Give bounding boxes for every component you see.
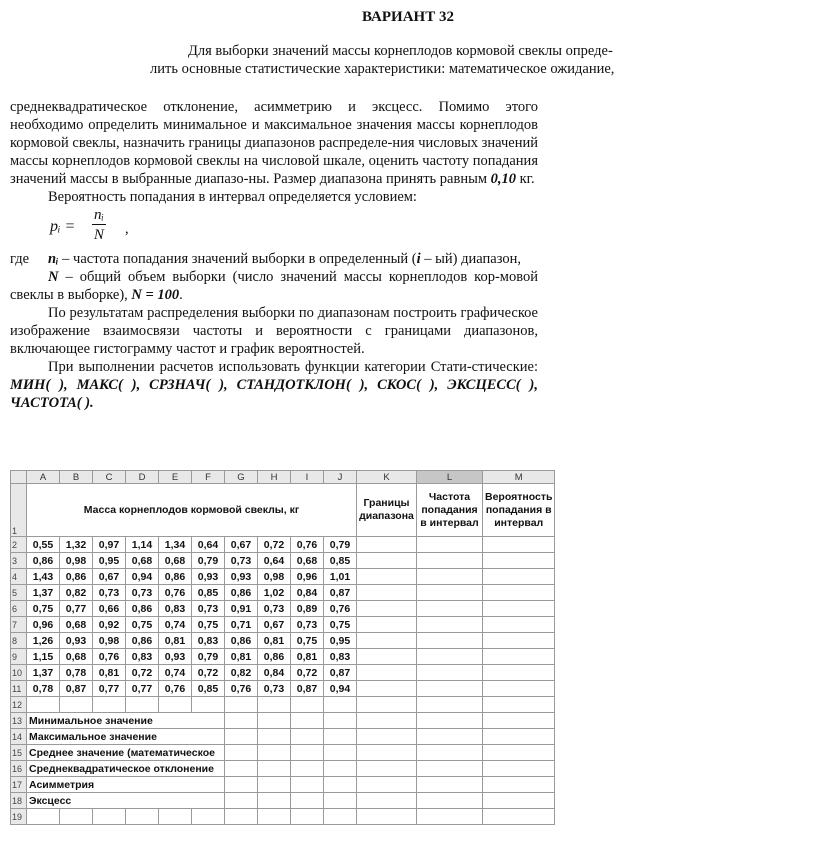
- column-header[interactable]: M: [483, 471, 555, 484]
- data-cell[interactable]: 0,78: [60, 665, 93, 681]
- data-cell[interactable]: 0,68: [159, 553, 192, 569]
- empty-cell[interactable]: [357, 617, 417, 633]
- data-cell[interactable]: 0,75: [27, 601, 60, 617]
- data-cell[interactable]: 0,86: [225, 585, 258, 601]
- empty-cell[interactable]: [324, 761, 357, 777]
- data-cell[interactable]: 0,83: [159, 601, 192, 617]
- stat-label-cell[interactable]: Среднеквадратическое отклонение: [27, 761, 225, 777]
- empty-cell[interactable]: [357, 601, 417, 617]
- stat-label-cell[interactable]: Среднее значение (математическое: [27, 745, 225, 761]
- data-cell[interactable]: 0,98: [93, 633, 126, 649]
- mass-header-cell[interactable]: Масса корнеплодов кормовой свеклы, кг: [27, 484, 357, 537]
- empty-cell[interactable]: [357, 553, 417, 569]
- empty-cell[interactable]: [357, 729, 417, 745]
- data-cell[interactable]: 0,68: [60, 649, 93, 665]
- table-row: [11, 633, 555, 649]
- data-cell[interactable]: 0,89: [291, 601, 324, 617]
- table-row: [11, 569, 555, 585]
- column-header[interactable]: I: [291, 471, 324, 484]
- data-cell[interactable]: 0,82: [60, 585, 93, 601]
- data-cell[interactable]: 0,68: [291, 553, 324, 569]
- empty-cell[interactable]: [357, 649, 417, 665]
- column-header[interactable]: C: [93, 471, 126, 484]
- empty-cell[interactable]: [291, 713, 324, 729]
- data-cell[interactable]: 0,72: [291, 665, 324, 681]
- column-header[interactable]: A: [27, 471, 60, 484]
- empty-cell[interactable]: [291, 745, 324, 761]
- data-cell[interactable]: 0,67: [93, 569, 126, 585]
- empty-cell[interactable]: [417, 697, 483, 713]
- row-header[interactable]: 14: [11, 729, 27, 745]
- range-unit: кг.: [516, 171, 535, 187]
- paragraph-characteristics-text: среднеквадратическое отклонение, асимметрию и эксцесс. Помимо этого необходимо определить минимальное и максимальное значения массы корнеплодов кормовой свеклы, назначить границы диапазонов распределе-ния числовых значений массы корнеплодов кормовой свеклы на числовой шкале, оценить частоту попадания значений массы в выбранные диапазо-ны. Размер диапазона принять равным: [10, 99, 538, 187]
- data-cell[interactable]: 0,86: [159, 569, 192, 585]
- empty-cell[interactable]: [258, 793, 291, 809]
- data-cell[interactable]: 0,74: [159, 617, 192, 633]
- empty-cell[interactable]: [417, 601, 483, 617]
- column-header[interactable]: G: [225, 471, 258, 484]
- formula-lhs: pᵢ =: [50, 218, 76, 235]
- spreadsheet: [10, 470, 555, 825]
- data-cell[interactable]: 0,77: [126, 681, 159, 697]
- data-cell[interactable]: 0,76: [291, 537, 324, 553]
- empty-cell[interactable]: [159, 697, 192, 713]
- ni-symbol: nᵢ: [48, 251, 59, 267]
- paragraph-characteristics: [10, 98, 538, 188]
- data-cell[interactable]: 0,73: [192, 601, 225, 617]
- empty-cell[interactable]: [258, 761, 291, 777]
- row-header[interactable]: 18: [11, 793, 27, 809]
- column-header-row: [11, 471, 555, 484]
- empty-cell[interactable]: [483, 633, 555, 649]
- empty-cell[interactable]: [258, 729, 291, 745]
- data-cell[interactable]: 0,73: [258, 601, 291, 617]
- data-cell[interactable]: 0,72: [126, 665, 159, 681]
- column-header[interactable]: J: [324, 471, 357, 484]
- range-size-value: 0,10: [490, 171, 517, 187]
- data-cell[interactable]: 0,85: [192, 681, 225, 697]
- task-body: [10, 98, 538, 412]
- range-bounds-header[interactable]: Границы диапазона: [357, 484, 417, 537]
- row-header[interactable]: 17: [11, 777, 27, 793]
- ni-text-2: – ый) диапазон,: [420, 251, 521, 267]
- empty-cell[interactable]: [357, 793, 417, 809]
- data-cell[interactable]: 0,92: [93, 617, 126, 633]
- empty-cell[interactable]: [417, 537, 483, 553]
- data-cell[interactable]: 1,14: [126, 537, 159, 553]
- empty-cell[interactable]: [159, 809, 192, 825]
- row-header[interactable]: 10: [11, 665, 27, 681]
- frequency-header[interactable]: Частота попадания в интервал: [417, 484, 483, 537]
- table-row: [11, 777, 555, 793]
- row-header[interactable]: 19: [11, 809, 27, 825]
- empty-cell[interactable]: [357, 585, 417, 601]
- data-cell[interactable]: 0,87: [60, 681, 93, 697]
- table-row: [11, 761, 555, 777]
- data-cell[interactable]: 0,83: [324, 649, 357, 665]
- select-all-corner[interactable]: [11, 471, 27, 484]
- empty-cell[interactable]: [483, 681, 555, 697]
- data-cell[interactable]: 1,43: [27, 569, 60, 585]
- data-cell[interactable]: 1,15: [27, 649, 60, 665]
- stat-label-cell[interactable]: Асимметрия: [27, 777, 225, 793]
- probability-formula: [10, 206, 538, 250]
- empty-cell[interactable]: [357, 713, 417, 729]
- empty-cell[interactable]: [27, 809, 60, 825]
- data-cell[interactable]: 0,86: [126, 601, 159, 617]
- empty-cell[interactable]: [417, 681, 483, 697]
- empty-cell[interactable]: [417, 809, 483, 825]
- row-header[interactable]: 11: [11, 681, 27, 697]
- data-cell[interactable]: 0,84: [291, 585, 324, 601]
- empty-cell[interactable]: [93, 809, 126, 825]
- data-cell[interactable]: 0,93: [192, 569, 225, 585]
- data-cell[interactable]: 0,76: [159, 681, 192, 697]
- empty-cell[interactable]: [357, 697, 417, 713]
- table-row: [11, 745, 555, 761]
- empty-cell[interactable]: [126, 809, 159, 825]
- data-cell[interactable]: 0,87: [324, 665, 357, 681]
- empty-cell[interactable]: [258, 713, 291, 729]
- empty-cell[interactable]: [60, 697, 93, 713]
- data-cell[interactable]: 0,81: [159, 633, 192, 649]
- data-cell[interactable]: 0,83: [192, 633, 225, 649]
- data-cell[interactable]: 0,68: [60, 617, 93, 633]
- stat-label-cell[interactable]: Минимальное значение: [27, 713, 225, 729]
- data-cell[interactable]: 0,86: [27, 553, 60, 569]
- data-cell[interactable]: 0,75: [192, 617, 225, 633]
- data-cell[interactable]: 0,95: [93, 553, 126, 569]
- empty-cell[interactable]: [357, 745, 417, 761]
- stat-label-cell[interactable]: Эксцесс: [27, 793, 225, 809]
- empty-cell[interactable]: [225, 809, 258, 825]
- empty-cell[interactable]: [483, 569, 555, 585]
- ni-text: – частота попадания значений выборки в определенный (: [58, 251, 417, 267]
- paragraph-graph: По результатам распределения выборки по диапазонам построить графическое изображение взаимосвязи частоты и вероятности с границами диапазонов, включающее гистограмму частот и график вероятностей.: [10, 305, 538, 357]
- row-header[interactable]: 7: [11, 617, 27, 633]
- table-row: [11, 537, 555, 553]
- table-row: [11, 713, 555, 729]
- empty-cell[interactable]: [483, 665, 555, 681]
- paragraph-functions: [10, 358, 538, 412]
- data-cell[interactable]: 0,79: [324, 537, 357, 553]
- N-text: – общий объем выборки (число значений массы корнеплодов кор-мовой свеклы в выборке),: [10, 269, 538, 303]
- empty-cell[interactable]: [225, 777, 258, 793]
- i-symbol: i: [416, 251, 421, 267]
- empty-cell[interactable]: [324, 809, 357, 825]
- empty-cell[interactable]: [417, 569, 483, 585]
- data-cell[interactable]: 0,78: [27, 681, 60, 697]
- data-cell[interactable]: 0,87: [291, 681, 324, 697]
- formula-fraction: [92, 206, 106, 245]
- row-header[interactable]: 15: [11, 745, 27, 761]
- data-cell[interactable]: 0,55: [27, 537, 60, 553]
- function-list: МИН( ), МАКС( ), СРЗНАЧ( ), СТАНДОТКЛОН( ), СКОС( ), ЭКСЦЕСС( ), ЧАСТОТА( ).: [10, 377, 538, 411]
- empty-cell[interactable]: [291, 809, 324, 825]
- empty-cell[interactable]: [324, 777, 357, 793]
- data-cell[interactable]: 0,81: [93, 665, 126, 681]
- empty-cell[interactable]: [417, 713, 483, 729]
- empty-cell[interactable]: [483, 809, 555, 825]
- data-cell[interactable]: 0,86: [225, 633, 258, 649]
- empty-cell[interactable]: [483, 793, 555, 809]
- row-header[interactable]: 4: [11, 569, 27, 585]
- empty-cell[interactable]: [324, 793, 357, 809]
- stat-label-cell[interactable]: Максимальное значение: [27, 729, 225, 745]
- table-row: [11, 809, 555, 825]
- data-cell[interactable]: 0,76: [93, 649, 126, 665]
- empty-cell[interactable]: [417, 777, 483, 793]
- empty-cell[interactable]: [357, 665, 417, 681]
- data-cell[interactable]: 1,02: [258, 585, 291, 601]
- data-cell[interactable]: 0,84: [258, 665, 291, 681]
- empty-cell[interactable]: [258, 809, 291, 825]
- data-cell[interactable]: 0,98: [258, 569, 291, 585]
- table-row: [11, 601, 555, 617]
- where-word: где: [10, 251, 30, 267]
- empty-cell[interactable]: [483, 601, 555, 617]
- data-cell[interactable]: 0,73: [258, 681, 291, 697]
- data-cell[interactable]: 0,86: [126, 633, 159, 649]
- row-header[interactable]: 3: [11, 553, 27, 569]
- empty-cell[interactable]: [291, 793, 324, 809]
- data-cell[interactable]: 0,83: [126, 649, 159, 665]
- paragraph-functions-text: При выполнении расчетов использовать функции категории Стати-стические:: [48, 359, 538, 375]
- empty-cell[interactable]: [126, 697, 159, 713]
- data-cell[interactable]: 0,81: [258, 633, 291, 649]
- data-cell[interactable]: 0,81: [225, 649, 258, 665]
- empty-cell[interactable]: [483, 585, 555, 601]
- data-cell[interactable]: 0,86: [60, 569, 93, 585]
- data-cell[interactable]: 0,85: [192, 585, 225, 601]
- data-cell[interactable]: 1,37: [27, 665, 60, 681]
- empty-cell[interactable]: [225, 745, 258, 761]
- empty-cell[interactable]: [483, 617, 555, 633]
- column-header[interactable]: E: [159, 471, 192, 484]
- empty-cell[interactable]: [417, 553, 483, 569]
- data-cell[interactable]: 0,98: [60, 553, 93, 569]
- empty-cell[interactable]: [417, 649, 483, 665]
- table-row: [11, 649, 555, 665]
- empty-cell[interactable]: [225, 761, 258, 777]
- data-cell[interactable]: 1,01: [324, 569, 357, 585]
- empty-cell[interactable]: [483, 777, 555, 793]
- empty-cell[interactable]: [417, 585, 483, 601]
- empty-cell[interactable]: [483, 745, 555, 761]
- table-row: [11, 681, 555, 697]
- table-row: [11, 697, 555, 713]
- empty-cell[interactable]: [225, 697, 258, 713]
- empty-cell[interactable]: [417, 793, 483, 809]
- empty-cell[interactable]: [291, 729, 324, 745]
- empty-cell[interactable]: [417, 665, 483, 681]
- probability-condition: Вероятность попадания в интервал определяется условием:: [48, 189, 417, 205]
- data-cell[interactable]: 0,76: [225, 681, 258, 697]
- row-header[interactable]: 13: [11, 713, 27, 729]
- empty-cell[interactable]: [357, 809, 417, 825]
- empty-cell[interactable]: [417, 729, 483, 745]
- table-row: [11, 617, 555, 633]
- column-header[interactable]: H: [258, 471, 291, 484]
- empty-cell[interactable]: [324, 745, 357, 761]
- data-cell[interactable]: 0,79: [192, 649, 225, 665]
- data-cell[interactable]: 0,77: [93, 681, 126, 697]
- empty-cell[interactable]: [291, 777, 324, 793]
- data-cell[interactable]: 0,87: [324, 585, 357, 601]
- intro-line-2: лить основные статистические характеристики: математическое ожидание,: [150, 61, 615, 77]
- data-cell[interactable]: 0,96: [27, 617, 60, 633]
- column-header[interactable]: D: [126, 471, 159, 484]
- empty-cell[interactable]: [483, 697, 555, 713]
- data-cell[interactable]: 0,94: [324, 681, 357, 697]
- N-symbol: N: [48, 269, 59, 285]
- data-cell[interactable]: 1,26: [27, 633, 60, 649]
- empty-cell[interactable]: [324, 713, 357, 729]
- empty-cell[interactable]: [483, 649, 555, 665]
- empty-cell[interactable]: [483, 553, 555, 569]
- data-cell[interactable]: 0,73: [291, 617, 324, 633]
- data-cell[interactable]: 0,75: [126, 617, 159, 633]
- data-cell[interactable]: 0,75: [324, 617, 357, 633]
- data-cell[interactable]: 0,85: [324, 553, 357, 569]
- data-cell[interactable]: 0,93: [225, 569, 258, 585]
- data-cell[interactable]: 1,34: [159, 537, 192, 553]
- data-cell[interactable]: 0,76: [324, 601, 357, 617]
- table-row: [11, 553, 555, 569]
- data-cell[interactable]: 0,82: [225, 665, 258, 681]
- data-cell[interactable]: 0,94: [126, 569, 159, 585]
- data-cell[interactable]: 0,66: [93, 601, 126, 617]
- definition-ni: [10, 250, 538, 268]
- intro-paragraph: [150, 42, 680, 78]
- empty-cell[interactable]: [324, 697, 357, 713]
- intro-line-1: Для выборки значений массы корнеплодов кормовой свеклы опреде-: [188, 43, 613, 59]
- data-cell[interactable]: 1,37: [27, 585, 60, 601]
- empty-cell[interactable]: [417, 761, 483, 777]
- empty-cell[interactable]: [60, 809, 93, 825]
- data-cell[interactable]: 0,77: [60, 601, 93, 617]
- data-cell[interactable]: 0,97: [93, 537, 126, 553]
- empty-cell[interactable]: [258, 745, 291, 761]
- formula-denominator: N: [93, 227, 104, 243]
- data-cell[interactable]: 0,72: [258, 537, 291, 553]
- formula-comma: ,: [125, 221, 129, 237]
- data-cell[interactable]: 0,76: [159, 585, 192, 601]
- table-row: [11, 585, 555, 601]
- empty-cell[interactable]: [483, 761, 555, 777]
- table-row: [11, 729, 555, 745]
- variant-title: ВАРИАНТ 32: [362, 9, 454, 25]
- column-header-selected[interactable]: L: [417, 471, 483, 484]
- data-cell[interactable]: 0,68: [126, 553, 159, 569]
- data-cell[interactable]: 0,73: [126, 585, 159, 601]
- empty-cell[interactable]: [291, 697, 324, 713]
- row-header[interactable]: 8: [11, 633, 27, 649]
- table-row: [11, 665, 555, 681]
- data-cell[interactable]: 0,93: [159, 649, 192, 665]
- row-header[interactable]: 1: [11, 484, 27, 537]
- table-row: [11, 793, 555, 809]
- table-row: [11, 484, 555, 537]
- column-header[interactable]: B: [60, 471, 93, 484]
- empty-cell[interactable]: [225, 729, 258, 745]
- empty-cell[interactable]: [225, 793, 258, 809]
- empty-cell[interactable]: [357, 569, 417, 585]
- empty-cell[interactable]: [324, 729, 357, 745]
- empty-cell[interactable]: [483, 537, 555, 553]
- empty-cell[interactable]: [93, 697, 126, 713]
- formula-numerator: nᵢ: [94, 207, 104, 223]
- data-cell[interactable]: 0,64: [192, 537, 225, 553]
- data-cell[interactable]: 0,91: [225, 601, 258, 617]
- data-cell[interactable]: 0,79: [192, 553, 225, 569]
- column-header[interactable]: K: [357, 471, 417, 484]
- empty-cell[interactable]: [417, 633, 483, 649]
- column-header[interactable]: F: [192, 471, 225, 484]
- data-cell[interactable]: 0,64: [258, 553, 291, 569]
- empty-cell[interactable]: [357, 777, 417, 793]
- empty-cell[interactable]: [357, 761, 417, 777]
- empty-cell[interactable]: [27, 697, 60, 713]
- empty-cell[interactable]: [357, 537, 417, 553]
- data-cell[interactable]: 0,86: [258, 649, 291, 665]
- empty-cell[interactable]: [291, 761, 324, 777]
- N-end: .: [179, 287, 183, 303]
- empty-cell[interactable]: [483, 713, 555, 729]
- empty-cell[interactable]: [357, 633, 417, 649]
- empty-cell[interactable]: [417, 745, 483, 761]
- definition-N: [10, 268, 538, 304]
- empty-cell[interactable]: [192, 809, 225, 825]
- data-cell[interactable]: 0,96: [291, 569, 324, 585]
- empty-cell[interactable]: [357, 681, 417, 697]
- data-cell[interactable]: 0,81: [291, 649, 324, 665]
- data-cell[interactable]: 0,67: [225, 537, 258, 553]
- row-header[interactable]: 5: [11, 585, 27, 601]
- data-cell[interactable]: 1,32: [60, 537, 93, 553]
- empty-cell[interactable]: [483, 729, 555, 745]
- empty-cell[interactable]: [258, 777, 291, 793]
- data-cell[interactable]: 0,93: [60, 633, 93, 649]
- row-header[interactable]: 2: [11, 537, 27, 553]
- data-cell[interactable]: 0,71: [225, 617, 258, 633]
- probability-header[interactable]: Вероятность попадания в интервал: [483, 484, 555, 537]
- data-cell[interactable]: 0,73: [93, 585, 126, 601]
- N-value: N = 100: [131, 287, 180, 303]
- data-cell[interactable]: 0,75: [291, 633, 324, 649]
- empty-cell[interactable]: [417, 617, 483, 633]
- row-header[interactable]: 9: [11, 649, 27, 665]
- data-cell[interactable]: 0,72: [192, 665, 225, 681]
- row-header[interactable]: 16: [11, 761, 27, 777]
- data-cell[interactable]: 0,73: [225, 553, 258, 569]
- data-cell[interactable]: 0,67: [258, 617, 291, 633]
- empty-cell[interactable]: [225, 713, 258, 729]
- empty-cell[interactable]: [258, 697, 291, 713]
- data-cell[interactable]: 0,95: [324, 633, 357, 649]
- data-cell[interactable]: 0,74: [159, 665, 192, 681]
- row-header[interactable]: 6: [11, 601, 27, 617]
- empty-cell[interactable]: [192, 697, 225, 713]
- row-header[interactable]: 12: [11, 697, 27, 713]
